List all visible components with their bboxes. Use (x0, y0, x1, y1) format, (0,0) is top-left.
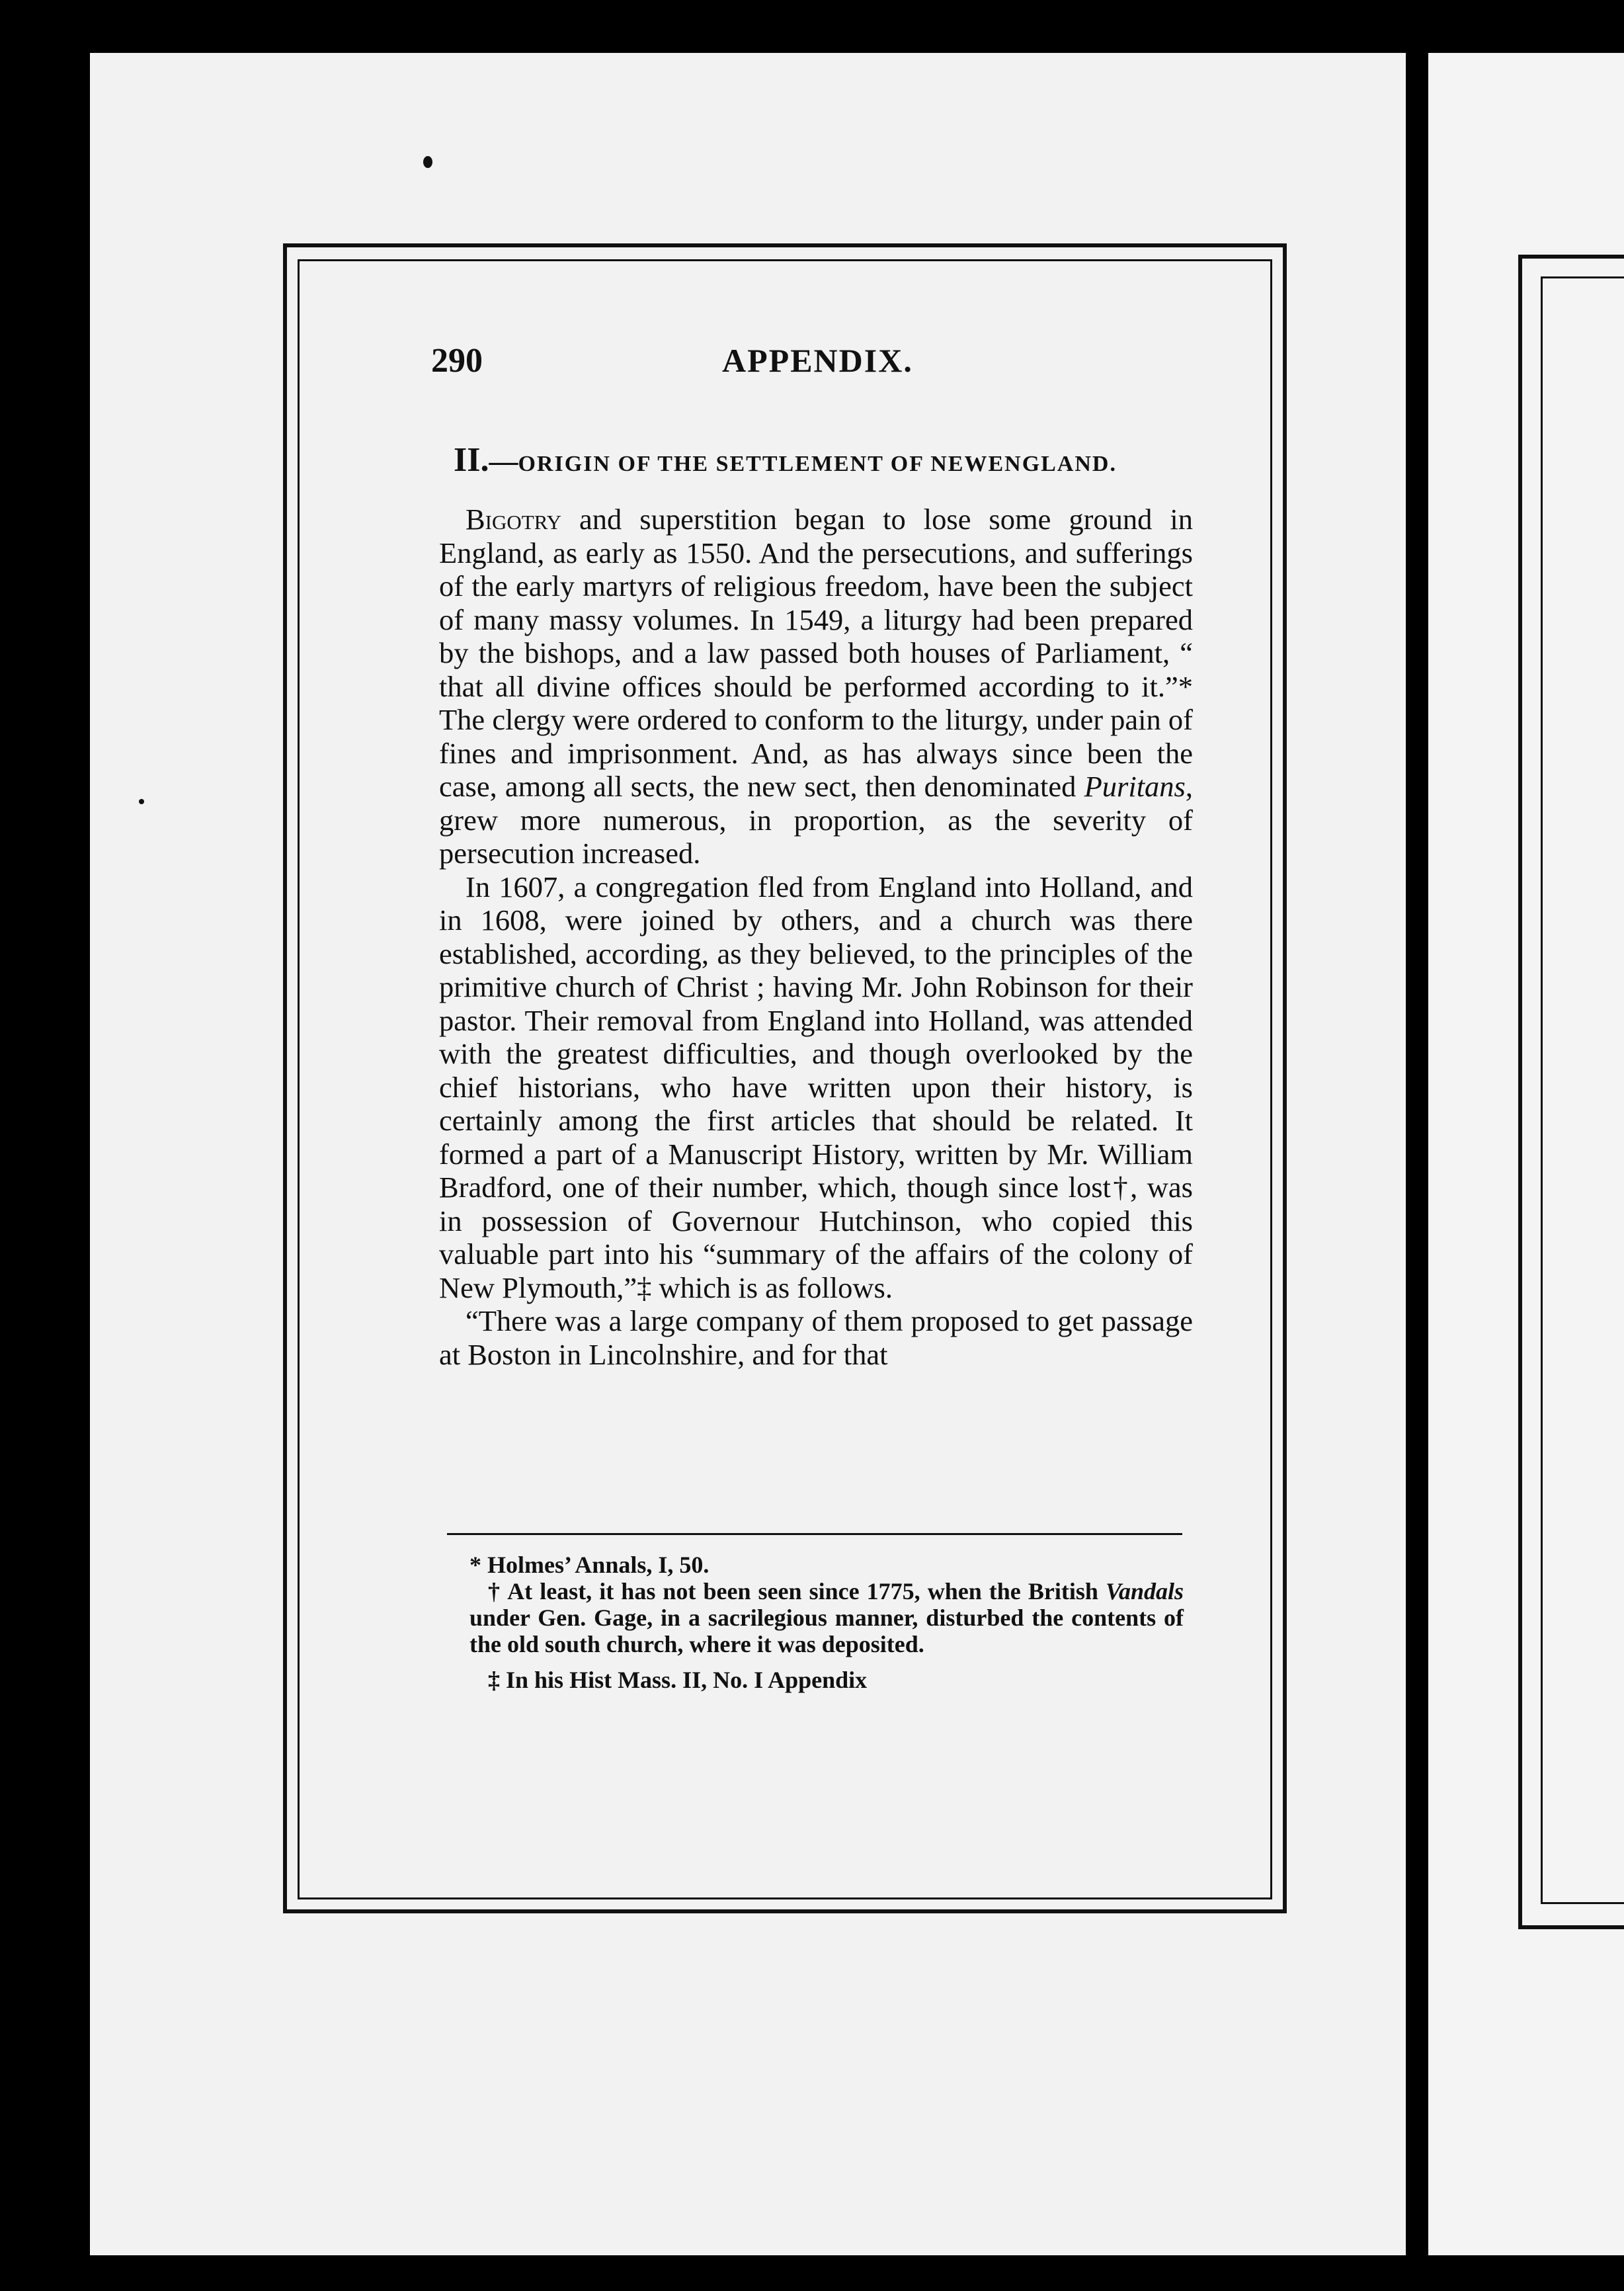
right-page-inner-frame (1541, 276, 1624, 1904)
paragraph-text: and superstition began to lose some ground in England, as early as 1550. And the persecutions, and sufferings of the early martyrs of religious freedom, have been the subject of many massy volumes. In 1549, a liturgy had been prepared by the bishops, and a law passed both houses of Parliament, “ that all divine offices should be performed according to it.”* The clergy were ordered to conform to the liturgy, under pain of fines and imprisonment. And, as has always since been the case, among all sects, the new sect, then denominated (439, 503, 1193, 803)
section-dash: — (489, 445, 518, 478)
paragraph: In 1607, a congregation fled from England into Holland, and in 1608, were joined by others, and a church was there established, according, as they believed, to the principles of the primitive church of Christ ; having Mr. John Robinson for their pastor. Their removal from England into Holland, was attended with the greatest difficulties, and though overlooked by the chief historians, who have written upon their history, is certainly among the first articles that should be related. It formed a part of a Manuscript History, written by Mr. William Bradford, one of their number, which, though since lost†, was in possession of Governour Hutchinson, who copied this valuable part into his “summary of the affairs of the colony of New Plymouth,”‡ which is as follows. (439, 870, 1193, 1304)
footnote-text: under Gen. Gage, in a sacrilegious manner, disturbed the contents of the old south church, where it was deposited. (469, 1604, 1184, 1657)
paragraph (439, 503, 1193, 870)
speck-mark (139, 799, 144, 804)
section-numeral: II. (454, 441, 489, 479)
footnote: ‡ In his Hist Mass. II, No. I Appendix (488, 1667, 868, 1693)
italic-term: Vandals (1105, 1578, 1184, 1604)
paragraph: “There was a large company of them proposed to get passage at Boston in Lincolnshire, and for that (439, 1304, 1193, 1371)
footnotes (469, 1552, 1184, 1693)
footnote-text: † At least, it has not been seen since 1775, when the British (488, 1578, 1106, 1604)
italic-term: Puritans (1084, 770, 1186, 803)
paragraph-lead-word: Bigotry (466, 503, 562, 536)
section-title: ORIGIN OF THE SETTLEMENT OF NEWENGLAND. (518, 452, 1117, 476)
speck-mark (423, 156, 432, 168)
body-text (439, 503, 1193, 1371)
running-head: APPENDIX. (722, 342, 913, 379)
paragraph-text: , grew more numerous, in proportion, as the severity of persecution increased. (439, 770, 1193, 870)
page-number: 290 (431, 342, 483, 380)
footnote: * Holmes’ Annals, I, 50. (469, 1552, 710, 1578)
footnote (469, 1578, 1184, 1657)
section-heading (454, 440, 1214, 479)
footnote-rule (447, 1533, 1182, 1535)
